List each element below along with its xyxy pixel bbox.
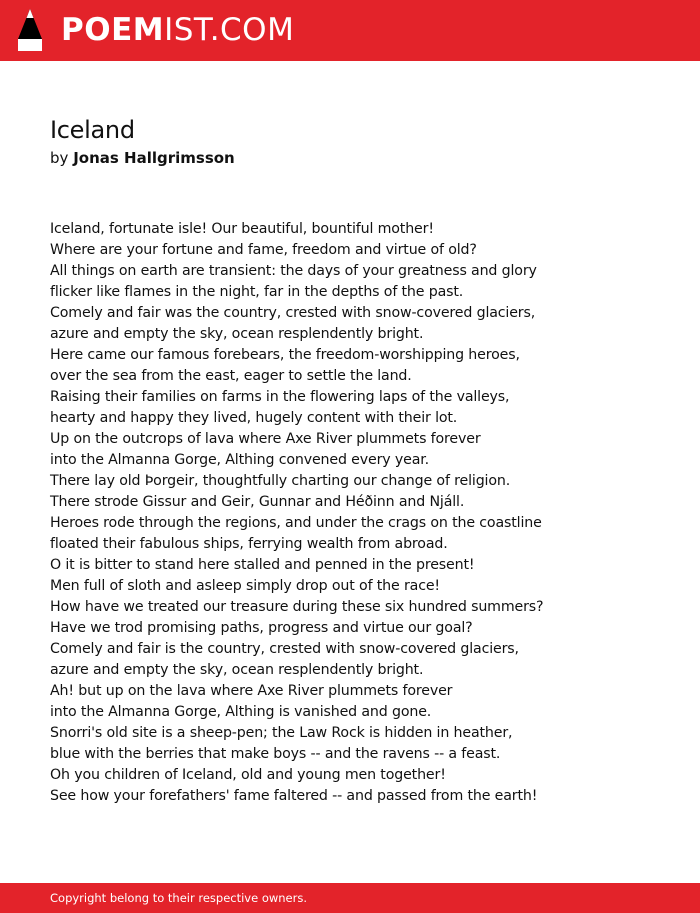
poem-line: Raising their families on farms in the flowering laps of the valleys,: [50, 389, 510, 405]
poem-line: floated their fabulous ships, ferrying wealth from abroad.: [50, 536, 448, 552]
poem-line: Iceland, fortunate isle! Our beautiful, bountiful mother!: [50, 221, 434, 237]
logo-bold-text: POEM: [61, 12, 165, 48]
poem-author: Jonas Hallgrimsson: [73, 149, 235, 167]
poem-line: There lay old Þorgeir, thoughtfully charting our change of religion.: [50, 473, 511, 489]
logo-wordmark: [61, 12, 295, 48]
poem-line: Men full of sloth and asleep simply drop out of the race!: [50, 578, 440, 594]
logo-light-text: IST.COM: [164, 12, 295, 48]
poem-line: O it is bitter to stand here stalled and penned in the present!: [50, 557, 475, 573]
poem-line: Have we trod promising paths, progress and virtue our goal?: [50, 620, 473, 636]
poem-line: Snorri's old site is a sheep-pen; the Law Rock is hidden in heather,: [50, 725, 513, 741]
poem-line: blue with the berries that make boys -- and the ravens -- a feast.: [50, 746, 501, 762]
poem-line: Where are your fortune and fame, freedom and virtue of old?: [50, 242, 477, 258]
poem-line: Here came our famous forebears, the freedom-worshipping heroes,: [50, 347, 520, 363]
poem-line: into the Almanna Gorge, Althing is vanished and gone.: [50, 704, 432, 720]
poem-title: Iceland: [50, 116, 135, 144]
poem-line: over the sea from the east, eager to settle the land.: [50, 368, 412, 384]
site-header: [0, 0, 700, 61]
poem-line: Oh you children of Iceland, old and young men together!: [50, 767, 446, 783]
poem-line: into the Almanna Gorge, Althing convened every year.: [50, 452, 429, 468]
poem-line: There strode Gissur and Geir, Gunnar and Héðinn and Njáll.: [50, 494, 465, 510]
by-label: by: [50, 149, 69, 167]
poem-body: [50, 219, 670, 807]
poem-byline: [50, 149, 235, 167]
poem-line: Comely and fair was the country, crested with snow-covered glaciers,: [50, 305, 536, 321]
poem-line: azure and empty the sky, ocean resplendently bright.: [50, 662, 424, 678]
poem-line: Up on the outcrops of lava where Axe River plummets forever: [50, 431, 481, 447]
site-logo[interactable]: [18, 11, 294, 51]
poem-line: How have we treated our treasure during these six hundred summers?: [50, 599, 544, 615]
pencil-tip-icon: [18, 9, 42, 51]
poem-line: hearty and happy they lived, hugely content with their lot.: [50, 410, 458, 426]
poem-line: Heroes rode through the regions, and under the crags on the coastline: [50, 515, 542, 531]
poem-line: All things on earth are transient: the days of your greatness and glory: [50, 263, 537, 279]
copyright-text: Copyright belong to their respective owners.: [50, 891, 308, 905]
poem-line: flicker like flames in the night, far in the depths of the past.: [50, 284, 464, 300]
poem-line: azure and empty the sky, ocean resplendently bright.: [50, 326, 424, 342]
poem-line: Comely and fair is the country, crested with snow-covered glaciers,: [50, 641, 519, 657]
poem-line: See how your forefathers' fame faltered -- and passed from the earth!: [50, 788, 538, 804]
site-footer: [0, 883, 700, 913]
poem-line: Ah! but up on the lava where Axe River plummets forever: [50, 683, 453, 699]
